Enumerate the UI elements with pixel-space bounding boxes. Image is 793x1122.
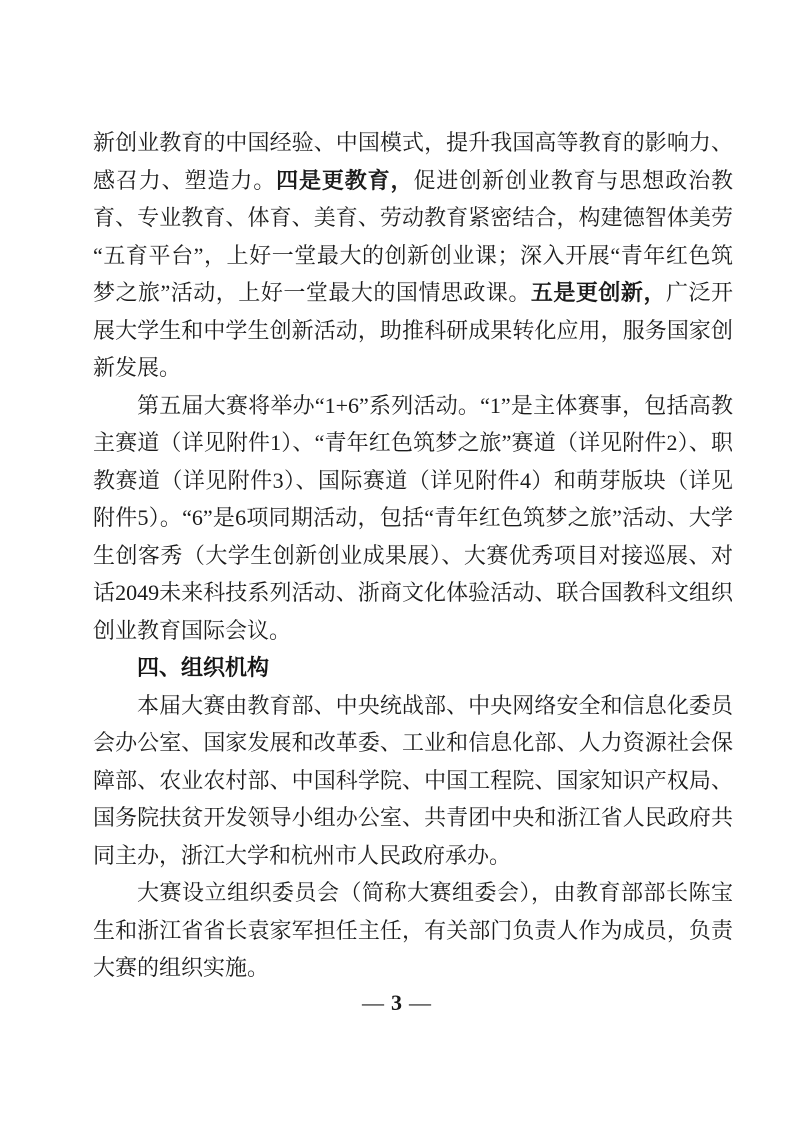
paragraph-activities: 第五届大赛将举办“1+6”系列活动。“1”是主体赛事，包括高教主赛道（详见附件1）、“青年红色筑梦之旅”赛道（详见附件2）、职教赛道（详见附件3）、国际赛道（详见附件4）和萌芽版块（详见附件5）。“6”是6项同期活动，包括“青年红色筑梦之旅”活动、大学生创客秀（大学生创新创业成果展）、大赛优秀项目对接巡展、对话2049未来科技系列活动、浙商文化体验活动、联合国教科文组织创业教育国际会议。 (93, 392, 733, 643)
paragraph-committee: 大赛设立组织委员会（简称大赛组委会），由教育部部长陈宝生和浙江省省长袁家军担任主任，有关部门负责人作为成员，负责大赛的组织实施。 (93, 880, 733, 980)
text-run-bold-four: 四是更教育， (276, 167, 414, 193)
section-heading-organization: 四、组织机构 (137, 655, 270, 680)
paragraph-reform-goals (93, 124, 733, 387)
text-run: 新创业教育的中国经验、中国模式，提升我国高等教育的影响力、感召力、塑造力。 (93, 130, 733, 193)
page-footer (0, 988, 793, 1018)
footer-dash-left: — (362, 990, 384, 1015)
text-run-bold-five: 五是更创新， (530, 280, 666, 305)
paragraph-organizers: 本届大赛由教育部、中央统战部、中央网络安全和信息化委员会办公室、国家发展和改革委、工业和信息化部、人力资源社会保障部、农业农村部、中国科学院、中国工程院、国家知识产权局、国务院扶贫开发领导小组办公室、共青团中央和浙江省人民政府共同主办，浙江大学和杭州市人民政府承办。 (93, 692, 733, 868)
document-body (93, 124, 733, 987)
footer-dash-right: — (409, 990, 431, 1015)
text-run: 促进创新创业教育与思想政治教育、专业教育、体育、美育、劳动教育紧密结合，构建德智体美劳“五育平台”，上好一堂最大的创新创业课；深入开展“青年红色筑梦之旅”活动，上好一堂最大的国情思政课。 (93, 167, 733, 305)
page-number: 3 (391, 990, 402, 1015)
text-run: 广泛开展大学生和中学生创新活动，助推科研成果转化应用，服务国家创新发展。 (93, 280, 733, 380)
